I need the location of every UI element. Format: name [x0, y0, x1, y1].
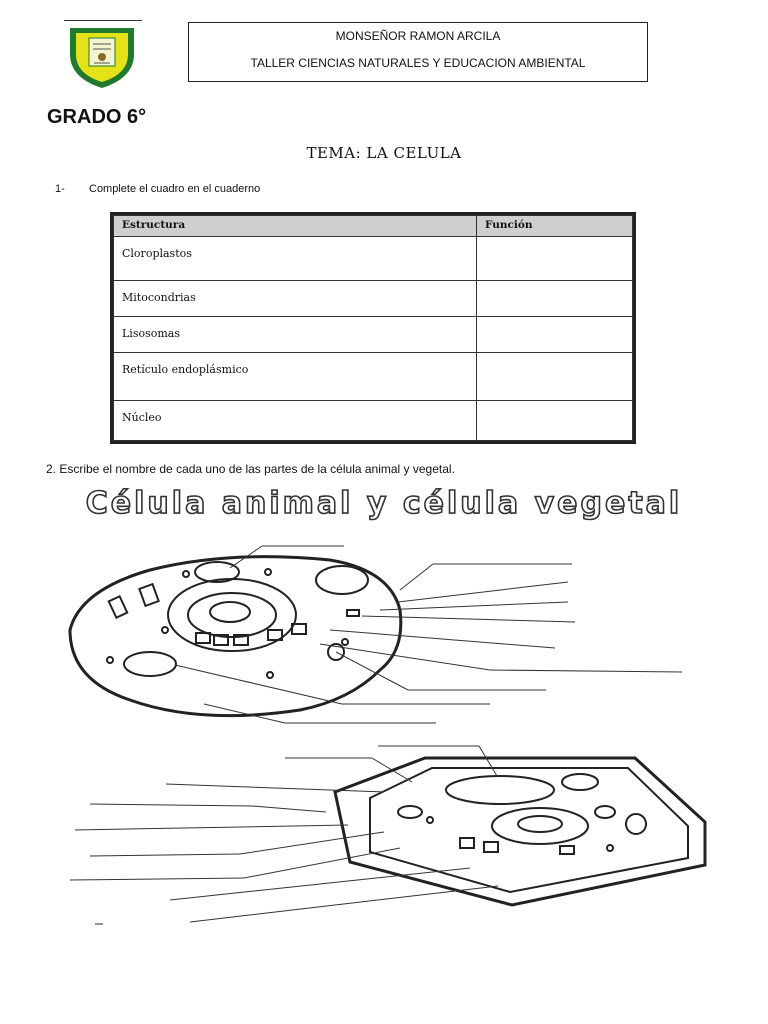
header-function: Función [477, 216, 633, 237]
row-structure: Mitocondrias [114, 281, 477, 317]
logo-rule [64, 20, 142, 21]
row-structure: Retículo endoplásmico [114, 353, 477, 401]
question-1-text: Complete el cuadro en el cuaderno [89, 183, 261, 195]
table-row [114, 401, 633, 441]
header-structure: Estructura [114, 216, 477, 237]
table-row [114, 317, 633, 353]
table-row [114, 237, 633, 281]
school-shield-logo-icon [64, 24, 140, 90]
row-function-empty [477, 237, 633, 281]
school-header-box [188, 22, 648, 82]
diagram-title: Célula animal y célula vegetal [85, 486, 683, 521]
question-2-text: 2. Escribe el nombre de cada uno de las partes de la célula animal y vegetal. [46, 462, 455, 476]
table-header-row [114, 216, 633, 237]
row-function-empty [477, 317, 633, 353]
row-structure: Núcleo [114, 401, 477, 441]
table-row [114, 281, 633, 317]
row-structure: Cloroplastos [114, 237, 477, 281]
school-name: MONSEÑOR RAMON ARCILA [335, 29, 501, 43]
table-row [114, 353, 633, 401]
animal-cell-drawing [70, 557, 401, 716]
row-function-empty [477, 401, 633, 441]
row-structure: Lisosomas [114, 317, 477, 353]
row-function-empty [477, 353, 633, 401]
subject-name: TALLER CIENCIAS NATURALES Y EDUCACION AMBIENTAL [250, 56, 586, 70]
structure-function-table [110, 212, 636, 444]
question-1-number: 1- [55, 183, 65, 195]
plant-cell-drawing [335, 758, 705, 905]
row-function-empty [477, 281, 633, 317]
cell-diagrams [0, 520, 768, 940]
plant-cell-label-lines [70, 746, 498, 924]
topic-title: TEMA: LA CELULA [306, 144, 462, 162]
grade-label: GRADO 6° [47, 106, 147, 128]
